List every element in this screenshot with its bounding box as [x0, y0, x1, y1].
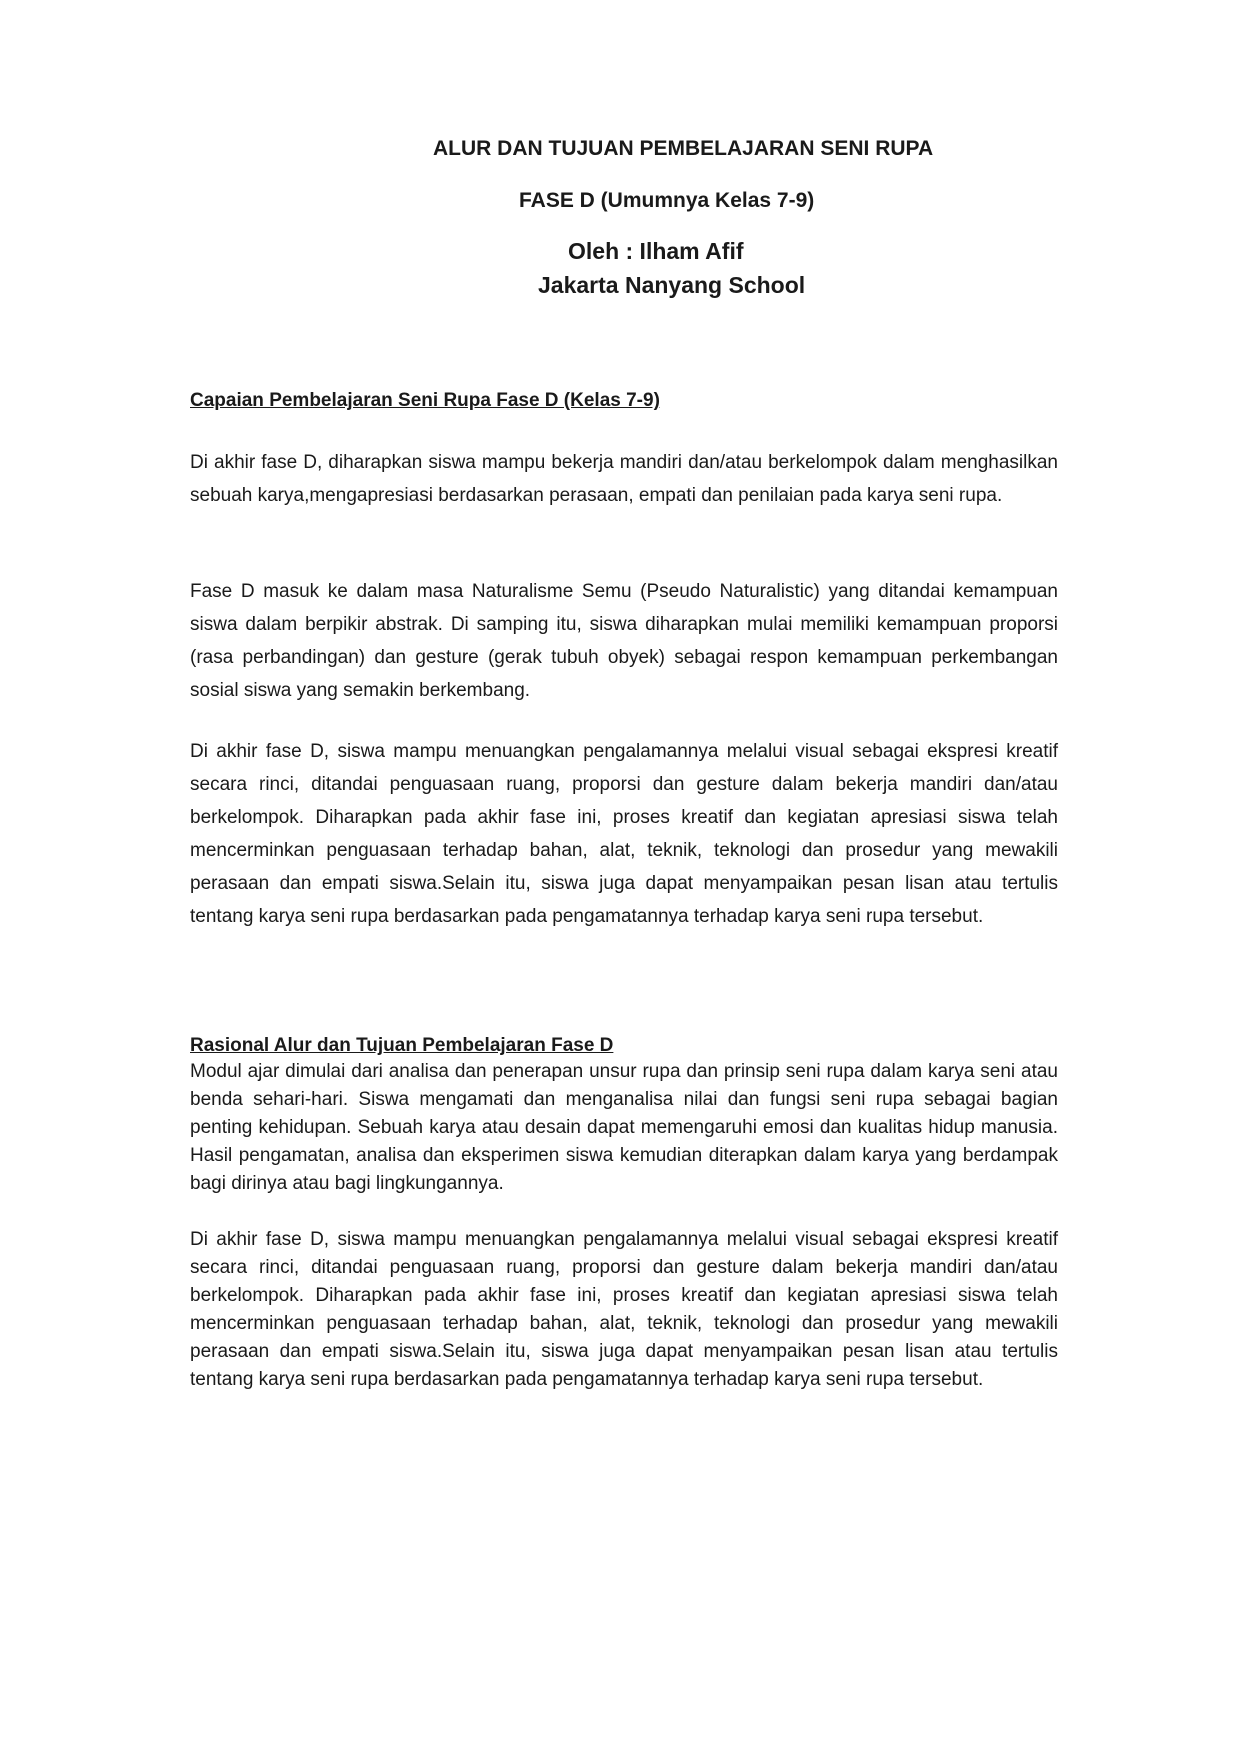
document-phase-subtitle: FASE D (Umumnya Kelas 7-9): [519, 189, 815, 212]
section-heading-rasional: Rasional Alur dan Tujuan Pembelajaran Fase D: [190, 1035, 614, 1056]
paragraph-capaian-1: Di akhir fase D, diharapkan siswa mampu bekerja mandiri dan/atau berkelompok dalam menghasilkan sebuah karya,mengapresiasi berdasarkan perasaan, empati dan penilaian pada karya seni rupa.: [190, 452, 1058, 506]
paragraph-rasional-1: Modul ajar dimulai dari analisa dan penerapan unsur rupa dan prinsip seni rupa dalam karya seni atau benda sehari-hari. Siswa mengamati dan menganalisa nilai dan fungsi seni rupa sebagai bagian penting kehidupan. Sebuah karya atau desain dapat memengaruhi emosi dan kualitas hidup manusia. Hasil pengamatan, analisa dan eksperimen siswa kemudian diterapkan dalam karya yang berdampak bagi dirinya atau bagi lingkungannya.: [190, 1061, 1058, 1194]
paragraph-capaian-3: Di akhir fase D, siswa mampu menuangkan pengalamannya melalui visual sebagai ekspresi kreatif secara rinci, ditandai penguasaan ruang, proporsi dan gesture dalam bekerja mandiri dan/atau berkelompok. Diharapkan pada akhir fase ini, proses kreatif dan kegiatan apresiasi siswa telah mencerminkan penguasaan terhadap bahan, alat, teknik, teknologi dan prosedur yang mewakili perasaan dan empati siswa.Selain itu, siswa juga dapat menyampaikan pesan lisan atau tertulis tentang karya seni rupa berdasarkan pada pengamatannya terhadap karya seni rupa tersebut.: [190, 741, 1058, 927]
paragraph-capaian-2: Fase D masuk ke dalam masa Naturalisme Semu (Pseudo Naturalistic) yang ditandai kemampuan siswa dalam berpikir abstrak. Di samping itu, siswa diharapkan mulai memiliki kemampuan proporsi (rasa perbandingan) dan gesture (gerak tubuh obyek) sebagai respon kemampuan perkembangan sosial siswa yang semakin berkembang.: [190, 581, 1058, 701]
document-title: ALUR DAN TUJUAN PEMBELAJARAN SENI RUPA: [433, 137, 934, 160]
document-school: Jakarta Nanyang School: [538, 272, 806, 298]
document-author: Oleh : Ilham Afif: [568, 238, 744, 264]
paragraph-rasional-2: Di akhir fase D, siswa mampu menuangkan pengalamannya melalui visual sebagai ekspresi kreatif secara rinci, ditandai penguasaan ruang, proporsi dan gesture dalam bekerja mandiri dan/atau berkelompok. Diharapkan pada akhir fase ini, proses kreatif dan kegiatan apresiasi siswa telah mencerminkan penguasaan terhadap bahan, alat, teknik, teknologi dan prosedur yang mewakili perasaan dan empati siswa.Selain itu, siswa juga dapat menyampaikan pesan lisan atau tertulis tentang karya seni rupa berdasarkan pada pengamatannya terhadap karya seni rupa tersebut.: [190, 1229, 1058, 1390]
section-heading-capaian: Capaian Pembelajaran Seni Rupa Fase D (Kelas 7-9): [190, 390, 660, 411]
